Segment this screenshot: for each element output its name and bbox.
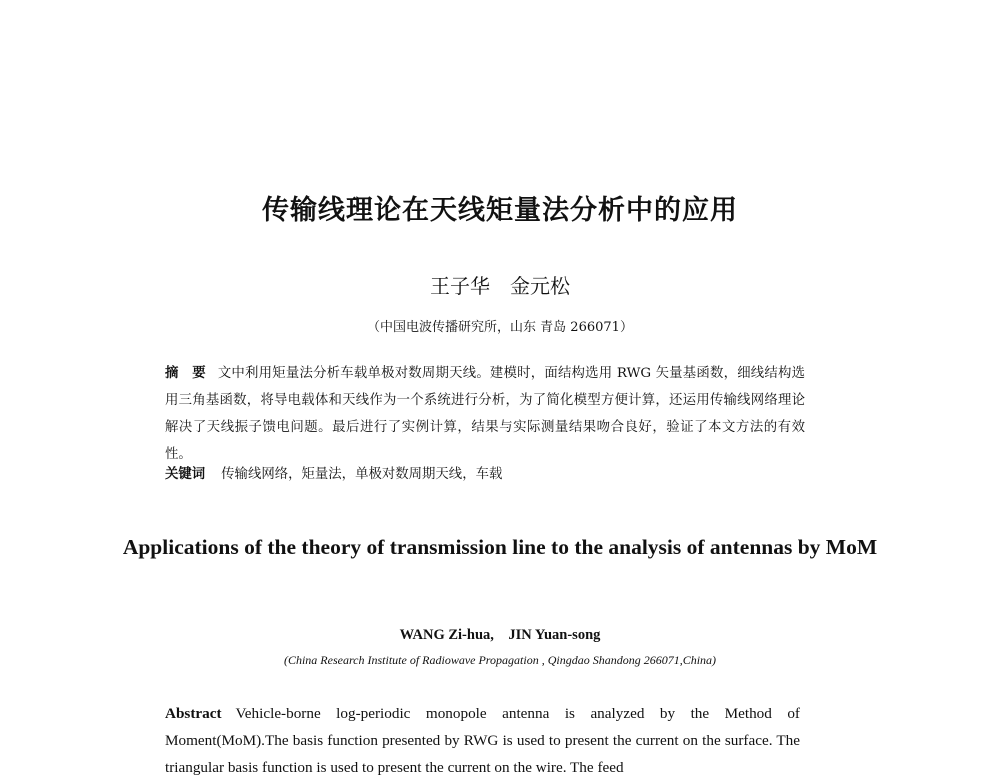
chinese-abstract-text: 文中利用矩量法分析车载单极对数周期天线。建模时，面结构选用 RWG 矢量基函数，细线结构选用三角基函数，将导电载体和天线作为一个系统进行分析，为了简化模型方便计算，还运用传输线网络理论解决了天线振子馈电问题。最后进行了实例计算，结果与实际测量结果吻合良好，验证了本文方法的有效性。: [165, 366, 806, 462]
chinese-abstract-label: 摘 要: [165, 365, 206, 381]
chinese-keywords: [165, 461, 805, 488]
chinese-authors: 王子华 金元松: [430, 274, 570, 298]
english-title: Applications of the theory of transmission line to the analysis of antennas by MoM: [122, 535, 878, 559]
chinese-title: 传输线理论在天线矩量法分析中的应用: [262, 195, 738, 226]
chinese-abstract: [165, 360, 805, 468]
english-abstract-label: Abstract: [165, 705, 222, 722]
english-abstract-text: Vehicle-borne log-periodic monopole antenna is analyzed by the Method of Moment(MoM).The basis function presented by RWG is used to present the current on the surface. The triangular basis function is used to present the current on the wire. The feed: [165, 705, 800, 776]
chinese-keywords-label: 关键词: [165, 466, 206, 482]
chinese-affiliation: （中国电波传播研究所，山东 青岛 266071）: [367, 320, 633, 335]
english-abstract: [165, 700, 800, 781]
english-authors: WANG Zi-hua, JIN Yuan-song: [399, 627, 601, 643]
english-affiliation: (China Research Institute of Radiowave Propagation , Qingdao Shandong 266071,China): [283, 653, 717, 667]
chinese-keywords-text: 传输线网络，矩量法，单极对数周期天线，车载: [221, 467, 503, 482]
